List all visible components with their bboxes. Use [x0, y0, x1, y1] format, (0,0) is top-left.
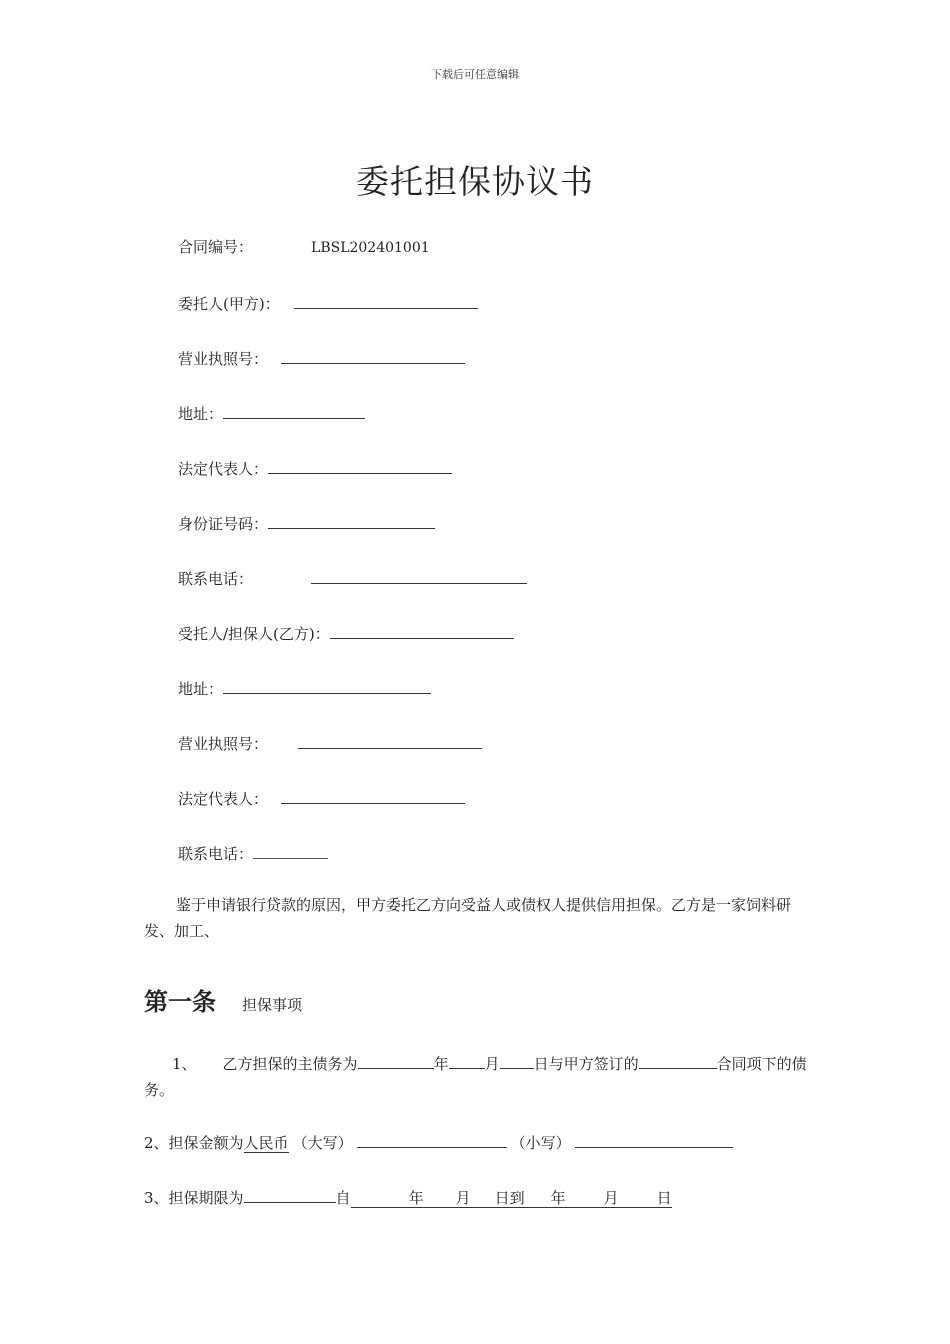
principal-legal-rep-label: 法定代表人： [178, 460, 269, 478]
guarantor-address-blank[interactable] [223, 677, 431, 694]
clause-1-month-blank[interactable] [449, 1052, 485, 1069]
clause-1-number: 1、 [172, 1055, 197, 1073]
guarantor-phone-blank[interactable] [253, 842, 328, 859]
clause-1-text-b: 日与甲方签订的 [533, 1055, 639, 1073]
principal-label: 委托人(甲方)： [178, 295, 280, 313]
article-1-heading [144, 982, 302, 1017]
principal-legal-rep-blank[interactable] [268, 457, 452, 474]
clause-3-year: 年 [408, 1189, 424, 1207]
guarantor-address-label: 地址： [178, 680, 224, 698]
guarantor-blank[interactable] [330, 622, 514, 639]
clause-2-upper-blank[interactable] [357, 1131, 507, 1148]
clause-3-month: 月 [455, 1189, 471, 1207]
clause-3-year2: 年 [550, 1189, 566, 1207]
document-title: 委托担保协议书 [356, 162, 594, 201]
guarantor-license-row [178, 732, 482, 754]
clause-3-from: 自 [335, 1189, 351, 1207]
contract-number-row [178, 237, 430, 258]
principal-license-blank[interactable] [281, 347, 465, 364]
principal-phone-blank[interactable] [311, 567, 527, 584]
clause-2-currency: 人民币 [243, 1134, 289, 1152]
clause-3 [144, 1185, 808, 1211]
article-topic: 担保事项 [242, 996, 303, 1014]
clause-1 [144, 1051, 808, 1103]
principal-row [178, 292, 478, 314]
clause-3-text: 3、担保期限为 [144, 1189, 244, 1207]
principal-id-row [178, 512, 435, 534]
principal-phone-row [178, 567, 527, 589]
header-note: 下载后可任意编辑 [431, 68, 519, 81]
article-number: 第一条 [144, 988, 216, 1016]
guarantor-phone-label: 联系电话： [178, 845, 254, 863]
guarantor-label: 受托人/担保人(乙方)： [178, 625, 330, 643]
principal-id-blank[interactable] [268, 512, 435, 529]
principal-address-label: 地址： [178, 405, 224, 423]
guarantor-address-row [178, 677, 431, 699]
principal-blank[interactable] [294, 292, 478, 309]
principal-id-label: 身份证号码： [178, 515, 269, 533]
guarantor-row [178, 622, 514, 644]
clause-1-text-c: 合同项下的债务。 [144, 1055, 807, 1099]
principal-license-label: 营业执照号： [178, 350, 269, 368]
clause-1-year: 年 [433, 1055, 449, 1073]
guarantor-phone-row [178, 842, 328, 864]
contract-number-label: 合同编号： [178, 238, 254, 256]
principal-legal-rep-row [178, 457, 452, 479]
principal-license-row [178, 347, 465, 369]
clause-3-date-range[interactable] [351, 1189, 672, 1208]
clause-1-text-a: 乙方担保的主债务为 [222, 1055, 358, 1073]
clause-3-day-to: 日到 [494, 1189, 525, 1207]
preamble-paragraph: 鉴于申请银行贷款的原因，甲方委托乙方向受益人或债权人提供信用担保。乙方是一家饲料研发、加工、 [144, 896, 792, 940]
clause-2 [144, 1130, 808, 1156]
guarantor-legal-rep-blank[interactable] [281, 787, 465, 804]
principal-address-blank[interactable] [223, 402, 365, 419]
clause-2-lower-label: （小写） [510, 1134, 571, 1152]
clause-1-month: 月 [484, 1055, 500, 1073]
principal-phone-label: 联系电话： [178, 570, 254, 588]
clause-1-contract-blank[interactable] [639, 1052, 717, 1069]
contract-number-value: LBSL202401001 [311, 240, 430, 256]
clause-3-month2: 月 [603, 1189, 619, 1207]
clause-1-year-blank[interactable] [358, 1052, 434, 1069]
clause-2-text: 2、担保金额为 [144, 1134, 244, 1152]
clause-2-lower-blank[interactable] [575, 1131, 733, 1148]
guarantor-legal-rep-row [178, 787, 465, 809]
principal-address-row [178, 402, 365, 424]
clause-3-period-blank[interactable] [244, 1186, 336, 1203]
clause-2-upper-label: （大写） [292, 1134, 353, 1152]
clause-1-day-blank[interactable] [500, 1052, 534, 1069]
guarantor-license-blank[interactable] [298, 732, 482, 749]
guarantor-legal-rep-label: 法定代表人： [178, 790, 269, 808]
clause-3-day: 日 [656, 1189, 672, 1207]
guarantor-license-label: 营业执照号： [178, 735, 269, 753]
